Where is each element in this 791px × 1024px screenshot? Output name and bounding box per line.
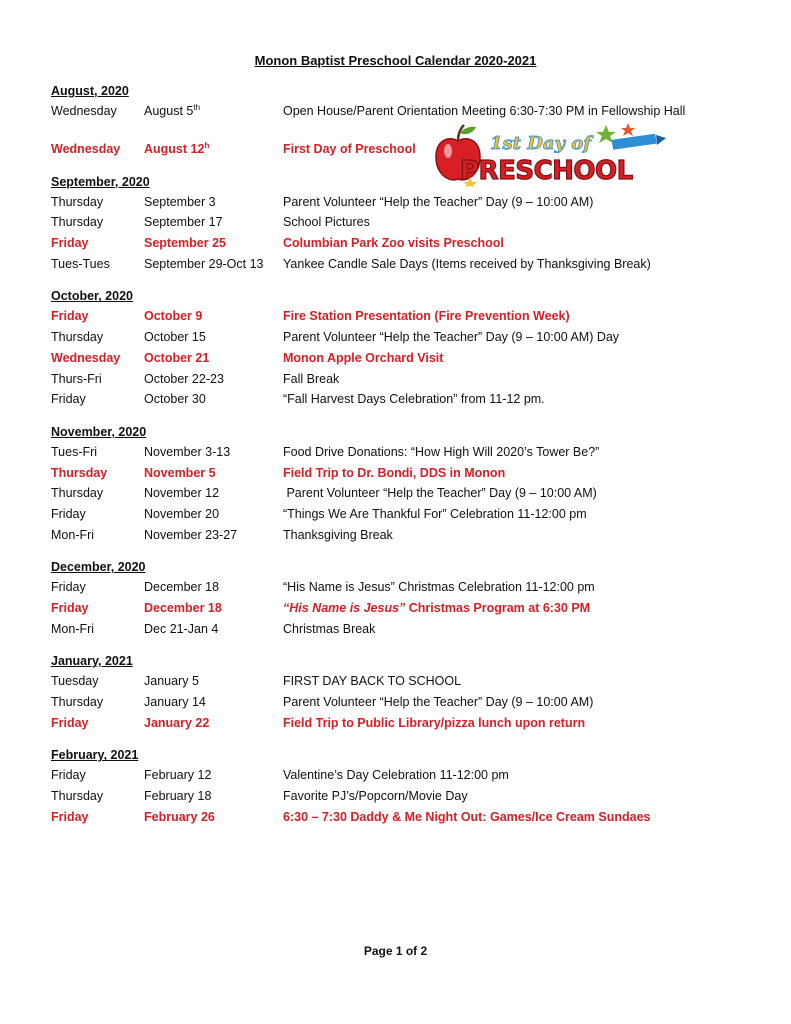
row-date-text: August 12	[144, 141, 205, 156]
row-event-text: “Things We Are Thankful For” Celebration 11-12:00 pm	[283, 506, 587, 521]
row-date	[144, 619, 283, 640]
row-event-text: “Fall Harvest Days Celebration” from 11-12 pm.	[283, 392, 545, 407]
row-day: Thursday	[51, 695, 104, 710]
row-day: Tues-Fri	[51, 444, 98, 459]
row-event	[283, 254, 751, 275]
row-date-text: October 30	[144, 392, 206, 407]
row-day: Friday	[51, 392, 86, 407]
row-date-text: January 14	[144, 695, 206, 710]
row-day: Mon-Fri	[51, 527, 95, 542]
row-date-text: September 29-Oct 13	[144, 256, 264, 271]
first-day-preschool-logo	[432, 121, 668, 187]
row-date	[144, 212, 283, 233]
row-date-text: November 3-13	[144, 444, 231, 459]
row-date	[144, 254, 283, 275]
row-event-text: Parent Volunteer “Help the Teacher” Day (9 – 10:00 AM) Day	[283, 330, 620, 345]
row-day: Thursday	[51, 194, 104, 209]
row-day: Friday	[51, 768, 86, 783]
row-event-text: Parent Volunteer “Help the Teacher” Day (9 – 10:00 AM)	[283, 486, 597, 501]
row-date	[144, 122, 283, 160]
row-date-text: January 22	[144, 715, 210, 730]
row-event	[283, 463, 751, 484]
month-heading: November, 2020	[51, 424, 147, 439]
row-date-text: September 17	[144, 215, 223, 230]
row-date-text: November 12	[144, 486, 220, 501]
row-event-text: FIRST DAY BACK TO SCHOOL	[283, 674, 462, 689]
row-date-text: November 20	[144, 506, 220, 521]
calendar-row	[51, 525, 751, 546]
row-date	[144, 306, 283, 327]
calendar-row	[51, 577, 751, 598]
row-event-text: Valentine’s Day Celebration 11-12:00 pm	[283, 768, 509, 783]
row-event	[283, 692, 751, 713]
row-date-suffix: th	[193, 102, 201, 112]
row-event	[283, 786, 751, 807]
row-event	[283, 483, 751, 504]
row-date-suffix: h	[204, 140, 210, 150]
row-date	[144, 765, 283, 786]
calendar-row	[51, 692, 751, 713]
row-event	[283, 442, 751, 463]
row-day: Friday	[51, 580, 86, 595]
calendar-row	[51, 504, 751, 525]
calendar-row	[51, 463, 751, 484]
row-date	[144, 671, 283, 692]
calendar-row	[51, 671, 751, 692]
row-date-text: September 25	[144, 236, 226, 251]
month-section	[51, 651, 751, 733]
page-title: Monon Baptist Preschool Calendar 2020-2021	[254, 53, 537, 68]
row-date-text: January 5	[144, 674, 199, 689]
row-event	[283, 389, 751, 410]
row-date	[144, 463, 283, 484]
calendar-row	[51, 192, 751, 213]
row-date-text: February 12	[144, 768, 212, 783]
row-event	[283, 525, 751, 546]
calendar-row	[51, 713, 751, 734]
month-heading: December, 2020	[51, 560, 146, 575]
row-event	[283, 713, 751, 734]
row-date-text: September 3	[144, 194, 216, 209]
month-heading: October, 2020	[51, 289, 133, 304]
month-heading: February, 2021	[51, 748, 139, 763]
calendar-row	[51, 786, 751, 807]
row-event	[283, 101, 751, 122]
calendar-row	[51, 442, 751, 463]
row-event-text: Monon Apple Orchard Visit	[283, 350, 444, 365]
row-date-text: August 5	[144, 104, 194, 118]
row-day: Friday	[51, 309, 89, 324]
calendar-row	[51, 212, 751, 233]
row-day: Tues-Tues	[51, 256, 110, 271]
row-date-text: October 21	[144, 350, 210, 365]
calendar-row	[51, 254, 751, 275]
row-event	[283, 765, 751, 786]
row-day: Wednesday	[51, 104, 117, 118]
row-event-text: Christmas Program at 6:30 PM	[405, 601, 591, 615]
row-day: Friday	[51, 236, 89, 251]
row-event-text: Parent Volunteer “Help the Teacher” Day (9 – 10:00 AM)	[283, 194, 594, 209]
row-date	[144, 327, 283, 348]
row-event	[283, 306, 751, 327]
row-event-text: Favorite PJ’s/Popcorn/Movie Day	[283, 789, 468, 804]
calendar-row	[51, 619, 751, 640]
row-day: Thurs-Fri	[51, 371, 102, 386]
month-heading: January, 2021	[51, 654, 133, 669]
row-event-text: Columbian Park Zoo visits Preschool	[283, 236, 504, 251]
crayon-icon	[612, 134, 666, 150]
row-event-text: School Pictures	[283, 215, 370, 230]
calendar-content	[51, 81, 751, 840]
row-day: Wednesday	[51, 141, 121, 156]
row-event	[283, 671, 751, 692]
month-heading: August, 2020	[51, 84, 129, 98]
logo-line1: 1st Day of	[490, 133, 591, 154]
row-date	[144, 101, 283, 122]
row-event-text: “His Name is Jesus” Christmas Celebration 11-12:00 pm	[283, 580, 595, 595]
month-section	[51, 286, 751, 409]
calendar-row	[51, 483, 751, 504]
calendar-row	[51, 101, 751, 122]
row-date	[144, 389, 283, 410]
row-event	[283, 369, 751, 390]
row-date-text: October 15	[144, 330, 206, 345]
row-event	[283, 504, 751, 525]
row-event-text: Thanksgiving Break	[283, 527, 393, 542]
row-day: Friday	[51, 601, 89, 615]
row-event-text: Food Drive Donations: “How High Will 2020’s Tower Be?”	[283, 444, 600, 459]
row-date	[144, 807, 283, 828]
row-date	[144, 713, 283, 734]
calendar-row	[51, 389, 751, 410]
calendar-row	[51, 765, 751, 786]
row-day: Thursday	[51, 215, 104, 230]
month-heading: September, 2020	[51, 174, 150, 189]
calendar-row	[51, 306, 751, 327]
row-date-text: Dec 21-Jan 4	[144, 621, 219, 636]
row-date	[144, 233, 283, 254]
row-event-text: Open House/Parent Orientation Meeting 6:30-7:30 PM in Fellowship Hall	[283, 104, 686, 118]
row-day: Friday	[51, 506, 86, 521]
row-date	[144, 786, 283, 807]
row-date	[144, 525, 283, 546]
calendar-row	[51, 807, 751, 828]
calendar-row	[51, 233, 751, 254]
row-event	[283, 598, 751, 619]
row-day: Mon-Fri	[51, 621, 95, 636]
row-date	[144, 192, 283, 213]
row-date	[144, 442, 283, 463]
row-date-text: December 18	[144, 601, 222, 615]
row-day: Friday	[51, 715, 89, 730]
row-event-text: Field Trip to Dr. Bondi, DDS in Monon	[283, 465, 506, 480]
page-footer: Page 1 of 2	[363, 944, 428, 958]
row-event	[283, 807, 751, 828]
logo-line2: PRESCHOOL	[460, 156, 633, 186]
month-section	[51, 172, 751, 275]
row-event	[283, 348, 751, 369]
row-event	[283, 327, 751, 348]
row-event-text: Yankee Candle Sale Days (Items received by Thanksgiving Break)	[283, 256, 651, 271]
row-day: Tuesday	[51, 674, 99, 689]
row-date	[144, 598, 283, 619]
row-date-text: December 18	[144, 580, 220, 595]
row-date	[144, 577, 283, 598]
row-day: Thursday	[51, 486, 104, 501]
row-event	[283, 233, 751, 254]
row-event-italic: “His Name is Jesus”	[283, 601, 406, 615]
calendar-row	[51, 369, 751, 390]
calendar-row	[51, 348, 751, 369]
month-section	[51, 422, 751, 545]
row-day: Thursday	[51, 330, 104, 345]
row-day: Friday	[51, 809, 89, 824]
row-event-text: Parent Volunteer “Help the Teacher” Day (9 – 10:00 AM)	[283, 695, 594, 710]
row-date	[144, 369, 283, 390]
row-day: Thursday	[51, 465, 108, 480]
row-event-text: First Day of Preschool	[283, 141, 416, 156]
row-date-text: November 23-27	[144, 527, 238, 542]
row-date	[144, 504, 283, 525]
star-icon	[621, 123, 635, 136]
row-event-text: Field Trip to Public Library/pizza lunch upon return	[283, 715, 586, 730]
row-date	[144, 348, 283, 369]
row-event-text: Christmas Break	[283, 621, 376, 636]
month-section	[51, 745, 751, 827]
row-date-text: October 22-23	[144, 371, 224, 386]
row-event	[283, 577, 751, 598]
row-event	[283, 192, 751, 213]
row-date-text: February 26	[144, 809, 215, 824]
row-day: Thursday	[51, 789, 104, 804]
row-event-text: Fall Break	[283, 371, 340, 386]
calendar-row	[51, 327, 751, 348]
row-event-text: Fire Station Presentation (Fire Prevention Week)	[283, 309, 570, 324]
calendar-row	[51, 598, 751, 619]
row-day: Wednesday	[51, 350, 121, 365]
month-section	[51, 557, 751, 639]
row-date	[144, 692, 283, 713]
row-date-text: November 5	[144, 465, 216, 480]
row-event-text: 6:30 – 7:30 Daddy & Me Night Out: Games/Ice Cream Sundaes	[283, 809, 651, 824]
row-event	[283, 619, 751, 640]
row-date	[144, 483, 283, 504]
row-date-text: February 18	[144, 789, 212, 804]
row-date-text: October 9	[144, 309, 203, 324]
row-event	[283, 212, 751, 233]
